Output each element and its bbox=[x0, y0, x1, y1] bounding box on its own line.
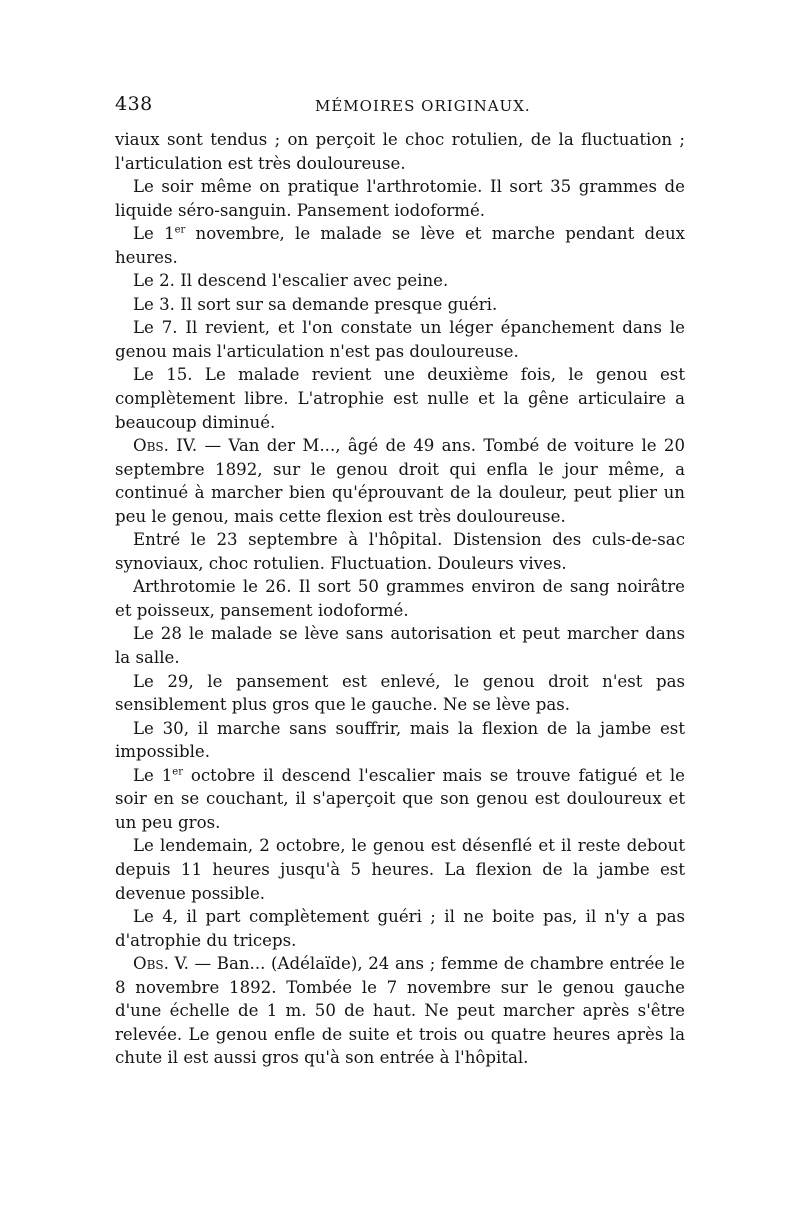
paragraph-text: Le soir même on pratique l'arthrotomie. Il sort 35 grammes de liquide séro-sanguin. Pansement iodoformé. bbox=[115, 177, 685, 220]
paragraph-text: Le 30, il marche sans souffrir, mais la flexion de la jambe est impossible. bbox=[115, 718, 685, 762]
paragraph bbox=[115, 434, 685, 528]
running-title: MÉMOIRES ORIGINAUX. bbox=[315, 97, 531, 115]
paragraph-text: Le 4, il part complètement guéri ; il ne boite pas, il n'y a pas d'atrophie du triceps. bbox=[115, 907, 685, 950]
paragraph bbox=[115, 622, 685, 669]
paragraph-text: Le 2. Il descend l'escalier avec peine. bbox=[133, 271, 449, 291]
paragraph-text: Le 28 le malade se lève sans autorisation et peut marcher dans la salle. bbox=[115, 624, 685, 668]
paragraph bbox=[115, 528, 685, 575]
paragraph bbox=[115, 363, 685, 434]
paragraph-text: octobre il descend l'escalier mais se trouve fatigué et le soir en se couchant, il s'aperçoit que son genou est douloureux et un peu gros. bbox=[115, 765, 685, 832]
paragraph bbox=[115, 222, 685, 269]
paragraph-text: Le 1 bbox=[133, 224, 175, 244]
paragraph bbox=[115, 834, 685, 905]
ordinal-superscript: er bbox=[174, 224, 186, 236]
paragraph bbox=[115, 717, 685, 764]
paragraph-text: Le 15. Le malade revient une deuxième fois, le genou est complètement libre. L'atrophie est nulle et la gêne articulaire a beaucoup diminué. bbox=[115, 365, 685, 432]
paragraph bbox=[115, 316, 685, 363]
running-head bbox=[115, 93, 687, 121]
paragraph bbox=[115, 293, 685, 317]
body-text bbox=[115, 128, 685, 1070]
paragraph bbox=[115, 905, 685, 952]
paragraph-text: Le 29, le pansement est enlevé, le genou droit n'est pas sensiblement plus gros que le gauche. Ne se lève pas. bbox=[115, 671, 685, 715]
paragraph-text: Arthrotomie le 26. Il sort 50 grammes environ de sang noirâtre et poisseux, pansement iodoformé. bbox=[115, 577, 685, 620]
paragraph bbox=[115, 764, 685, 835]
paragraph-text: Le 7. Il revient, et l'on constate un léger épanchement dans le genou mais l'articulation n'est pas douloureuse. bbox=[115, 318, 685, 361]
ordinal-superscript: er bbox=[172, 766, 183, 778]
paragraph-text: Entré le 23 septembre à l'hôpital. Distension des culs-de-sac synoviaux, choc rotulien. Fluctuation. Douleurs vives. bbox=[115, 530, 685, 573]
paragraph bbox=[115, 175, 685, 222]
observation-label: Obs. bbox=[133, 436, 169, 456]
paragraph-text: viaux sont tendus ; on perçoit le choc rotulien, de la fluctuation ; l'articulation est très douloureuse. bbox=[115, 130, 685, 173]
observation-label: Obs. bbox=[133, 954, 169, 974]
paragraph bbox=[115, 575, 685, 622]
page-number: 438 bbox=[115, 93, 153, 115]
paragraph-text: Le 3. Il sort sur sa demande presque guéri. bbox=[133, 294, 498, 314]
paragraph bbox=[115, 128, 685, 175]
paragraph bbox=[115, 269, 685, 293]
paragraph-text: V. — Ban... (Adélaïde), 24 ans ; femme de chambre entrée le 8 novembre 1892. Tombée le 7 novembre sur le genou gauche d'une échelle de 1 m. 50 de haut. Ne peut marcher après s'être relevée. Le genou enfle de suite et trois ou quatre heures après la chute il est aussi gros qu'à son entrée à l'hôpital. bbox=[115, 954, 685, 1068]
paragraph-text: Le lendemain, 2 octobre, le genou est désenflé et il reste debout depuis 11 heures jusqu'à 5 heures. La flexion de la jambe est devenue possible. bbox=[115, 836, 685, 903]
paragraph bbox=[115, 670, 685, 717]
paragraph-text: Le 1 bbox=[133, 765, 173, 785]
paragraph-text: novembre, le malade se lève et marche pendant deux heures. bbox=[115, 224, 685, 267]
paragraph bbox=[115, 952, 685, 1070]
paragraph-text: IV. — Van der M..., âgé de 49 ans. Tombé de voiture le 20 septembre 1892, sur le genou droit qui enfla le jour même, a continué à marcher bien qu'éprouvant de la douleur, peut plier un peu le genou, mais cette flexion est très douloureuse. bbox=[115, 436, 685, 526]
